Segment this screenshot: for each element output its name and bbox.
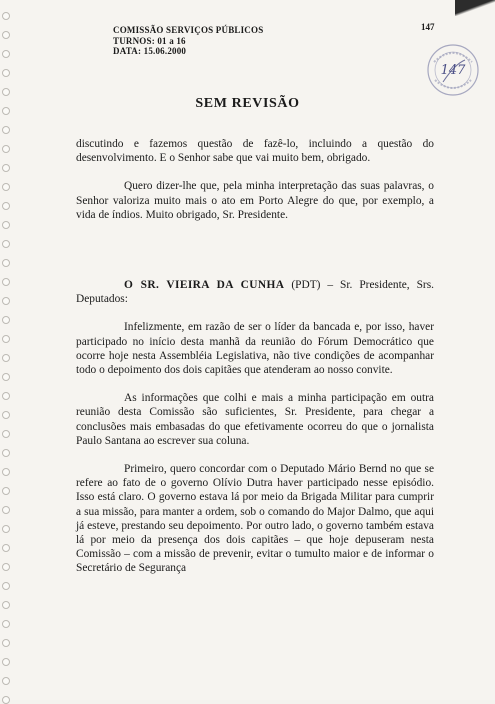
- binder-hole: [2, 12, 10, 20]
- binder-hole: [2, 449, 10, 457]
- header-committee: COMISSÃO SERVIÇOS PÚBLICOS: [113, 25, 264, 35]
- binder-hole: [2, 430, 10, 438]
- binder-hole: [2, 392, 10, 400]
- binder-hole: [2, 126, 10, 134]
- binder-hole: [2, 582, 10, 590]
- binder-hole: [2, 677, 10, 685]
- binder-hole: [2, 183, 10, 191]
- binder-hole: [2, 145, 10, 153]
- binder-hole: [2, 31, 10, 39]
- binder-hole: [2, 601, 10, 609]
- speaker-paragraph: [76, 278, 434, 306]
- paragraph: Primeiro, quero concordar com o Deputado Mário Bernd no que se refere ao fato de o governo Olívio Dutra haver participado nesse episódio. Isso está claro. O governo estava lá por meio da Brigada Militar para cumprir a sua missão, para manter a ordem, sob o comando do Major Dalmo, que aqui já esteve, prestando seu depoimento. Por outro lado, o governo também estava lá por meio da presença dos dois capitães – que hoje depuseram nesta Comissão – com a missão de prevenir, evitar o tumulto maior e de informar o Secretário de Segurança: [76, 463, 434, 575]
- page-number: 147: [421, 22, 435, 32]
- binder-hole: [2, 544, 10, 552]
- binder-hole: [2, 525, 10, 533]
- binder-hole: [2, 88, 10, 96]
- header-date: DATA: 15.06.2000: [113, 46, 187, 56]
- header-turnos: TURNOS: 01 a 16: [113, 35, 186, 46]
- corner-scan-mark: [455, 0, 495, 16]
- binder-hole: [2, 335, 10, 343]
- speaker-name: O SR. VIEIRA DA CUNHA: [124, 279, 285, 292]
- binder-hole: [2, 639, 10, 647]
- paragraph: Infelizmente, em razão de ser o líder da bancada e, por isso, haver participado no início desta manhã da reunião do Fórum Democrático que ocorre hoje nesta Assembléia Legislativa, não tive condições de acompanhar todo o depoimento dos dois capitães que atenderam ao nosso convite.: [76, 321, 434, 377]
- paragraph: As informações que colhi e mais a minha participação em outra reunião desta Comissão são suficientes, Sr. Presidente, para chegar a conclusões mais embasadas do que efetivamente ocorreu do que o jornalista Paulo Santana ao escrever sua coluna.: [76, 392, 434, 447]
- binder-hole: [2, 373, 10, 381]
- binder-hole: [2, 696, 10, 704]
- binder-hole: [2, 69, 10, 77]
- page-title: SEM REVISÃO: [195, 96, 300, 111]
- official-stamp-icon: [425, 42, 481, 98]
- paragraph: discutindo e fazemos questão de fazê-lo, incluindo a questão do desenvolvimento. E o Senhor sabe que vai muito bem, obrigado.: [76, 138, 434, 165]
- binder-hole: [2, 563, 10, 571]
- binder-hole: [2, 411, 10, 419]
- speaker-intro: (PDT) – Sr. Presidente, Srs. Deputados:: [76, 279, 435, 306]
- binder-hole: [2, 278, 10, 286]
- binder-hole: [2, 240, 10, 248]
- binder-hole: [2, 50, 10, 58]
- document-header: [113, 25, 263, 57]
- binder-hole: [2, 202, 10, 210]
- binder-hole: [2, 164, 10, 172]
- binder-hole: [2, 620, 10, 628]
- paragraph: Quero dizer-lhe que, pela minha interpretação das suas palavras, o Senhor valoriza muito mais o ato em Porto Alegre do que, por exemplo, a vida de índios. Muito obrigado, Sr. Presidente.: [76, 180, 434, 221]
- binder-hole: [2, 221, 10, 229]
- transcript-body: [76, 137, 434, 576]
- binder-hole: [2, 487, 10, 495]
- binder-hole: [2, 259, 10, 267]
- binder-hole: [2, 297, 10, 305]
- binder-hole: [2, 468, 10, 476]
- binder-hole: [2, 354, 10, 362]
- binder-hole: [2, 506, 10, 514]
- binder-hole: [2, 316, 10, 324]
- stamp-number: 147: [440, 63, 466, 78]
- binder-hole: [2, 658, 10, 666]
